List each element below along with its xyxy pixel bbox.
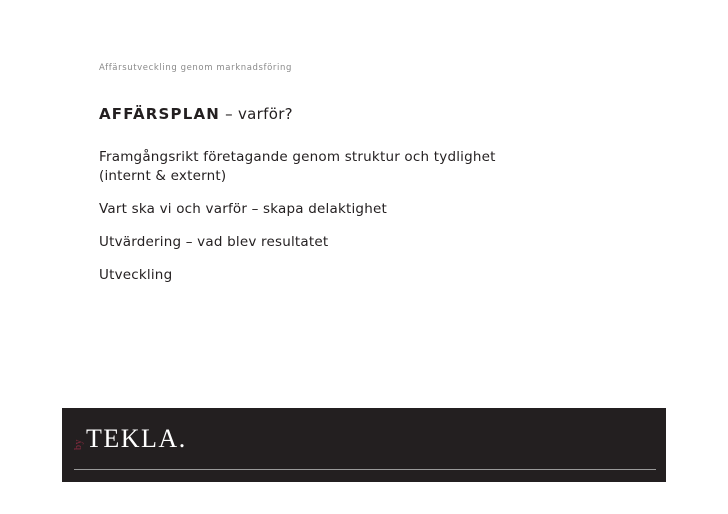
- list-item-text: Utveckling: [99, 267, 173, 283]
- footer-divider: [74, 469, 656, 470]
- list-item: [99, 266, 619, 285]
- footer-band: [62, 408, 666, 482]
- list-item-text: Utvärdering – vad blev resultatet: [99, 234, 329, 250]
- list-item: [99, 233, 619, 252]
- logo-by-prefix: [72, 429, 84, 459]
- logo-by-text: by: [72, 438, 84, 450]
- list-item: [99, 148, 619, 186]
- slide-title-strong: AFFÄRSPLAN: [99, 105, 221, 123]
- list-item-text: Framgångsrikt företagande genom struktur och tydlighet: [99, 149, 496, 165]
- list-item-text-continued: (internt & externt): [99, 168, 227, 184]
- kicker-text: Affärsutveckling genom marknadsföring: [99, 63, 292, 73]
- logo-wordmark: TEKLA.: [86, 424, 187, 453]
- slide-title-rest: – varför?: [220, 105, 293, 123]
- slide-title: [99, 105, 293, 123]
- list-item: [99, 200, 619, 219]
- list-item-text: Vart ska vi och varför – skapa delaktighet: [99, 201, 387, 217]
- bullet-list: [99, 148, 619, 299]
